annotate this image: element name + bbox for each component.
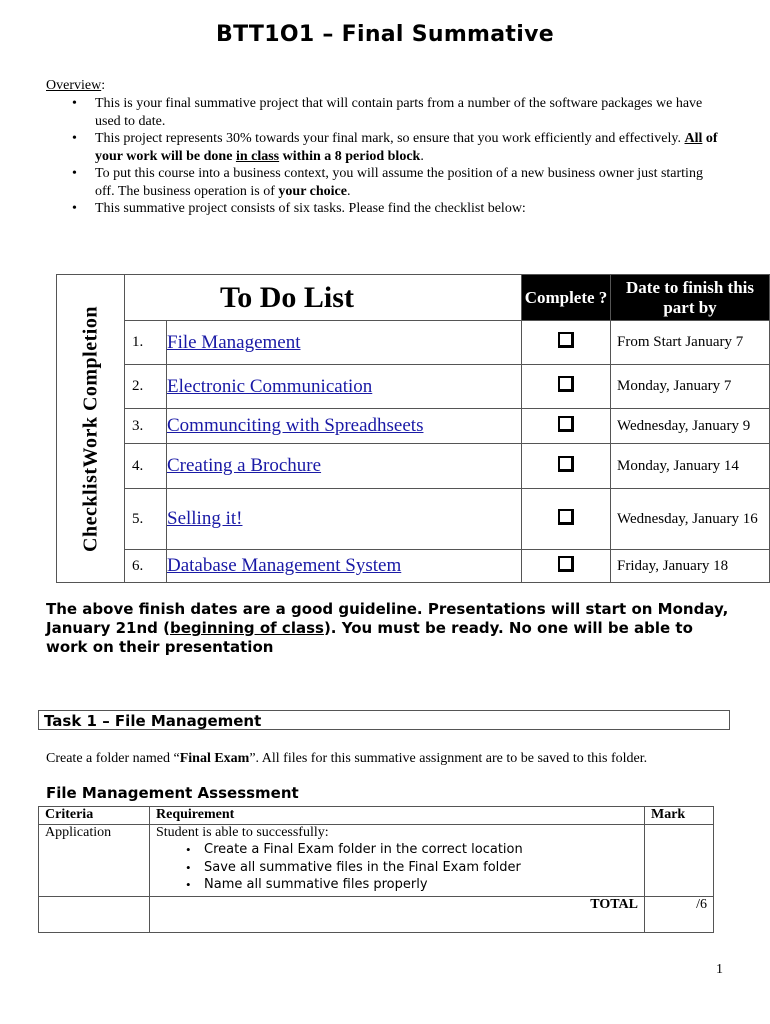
list-item-text: Name all summative files properly xyxy=(204,877,428,892)
task-link-cell xyxy=(167,321,522,365)
total-value: /6 xyxy=(645,897,714,933)
checkbox-cell xyxy=(522,321,611,365)
task-link[interactable]: Selling it! xyxy=(167,508,243,529)
overview-item: • This is your final summative project that will contain parts from a number of the software packages we have used to date. xyxy=(72,96,703,129)
task1-heading: Task 1 – File Management xyxy=(38,710,730,730)
checkbox-icon[interactable] xyxy=(558,332,574,348)
requirement-cell xyxy=(150,825,645,897)
due-date: Wednesday, January 9 xyxy=(611,409,770,444)
list-item-text: Save all summative files in the Final Exam folder xyxy=(204,859,521,875)
checkbox-cell xyxy=(522,444,611,489)
task-link-cell xyxy=(167,489,522,550)
overview-item-text: This summative project consists of six tasks. Please find the checklist below: xyxy=(95,201,526,216)
table-row xyxy=(57,365,770,409)
requirement-header: Requirement xyxy=(150,807,645,825)
criteria-header: Criteria xyxy=(39,807,150,825)
due-date: Friday, January 18 xyxy=(611,550,770,583)
side-label: ChecklistWork Completion xyxy=(79,305,101,552)
notice-underlined: beginning of class xyxy=(169,619,324,637)
checkbox-icon[interactable] xyxy=(558,416,574,432)
list-item: • Name all summative files properly xyxy=(186,877,428,892)
col-complete-header: Complete ? xyxy=(522,275,611,321)
list-item: • Save all summative files in the Final Exam folder xyxy=(186,859,521,875)
assessment-title: File Management Assessment xyxy=(46,784,299,802)
row-number: 3. xyxy=(125,409,167,444)
overview-item-text: This project represents 30% towards your final mark, so ensure that you work efficiently and effectively. xyxy=(95,131,682,146)
task-link-cell xyxy=(167,409,522,444)
checkbox-icon[interactable] xyxy=(558,456,574,472)
row-number: 1. xyxy=(125,321,167,365)
due-date: Monday, January 14 xyxy=(611,444,770,489)
overview-label xyxy=(46,78,105,94)
task-link[interactable]: Creating a Brochure xyxy=(167,455,322,476)
folder-name: Final Exam xyxy=(179,751,250,766)
due-date: Monday, January 7 xyxy=(611,365,770,409)
emphasis-in-class: in class xyxy=(235,148,280,164)
mark-header: Mark xyxy=(645,807,714,825)
task-link[interactable]: Electronic Communication xyxy=(167,375,373,397)
overview-item: • To put this course into a business context, you will assume the position of a new business owner just starting off. The business operation is of your choice. xyxy=(72,166,703,199)
checkbox-cell xyxy=(522,550,611,583)
checkbox-icon[interactable] xyxy=(558,376,574,392)
todo-table xyxy=(56,274,770,583)
task-link[interactable]: Database Management System xyxy=(167,555,402,576)
todo-heading: To Do List xyxy=(125,275,522,321)
notice-text: The above finish dates are a good guideline. Presentations will start on Monday, January 21nd ( xyxy=(46,600,729,637)
requirement-intro: Student is able to successfully: xyxy=(156,825,329,840)
row-number: 6. xyxy=(125,550,167,583)
table-row xyxy=(57,444,770,489)
emphasis-text: of your work will be done xyxy=(95,131,718,164)
task1-instructions xyxy=(46,751,647,767)
deadline-notice xyxy=(46,600,736,657)
table-row xyxy=(39,897,714,933)
emphasis-choice: your choice xyxy=(278,183,347,199)
emphasis-text-2: within a 8 period block xyxy=(282,148,421,164)
task-link-cell xyxy=(167,365,522,409)
checkbox-cell xyxy=(522,489,611,550)
criteria-cell: Application xyxy=(39,825,150,897)
assessment-table xyxy=(38,806,714,933)
table-row xyxy=(57,321,770,365)
mark-cell xyxy=(645,825,714,897)
checkbox-icon[interactable] xyxy=(558,509,574,525)
table-row xyxy=(57,550,770,583)
list-item: • Create a Final Exam folder in the correct location xyxy=(186,842,523,857)
emphasis-all: All xyxy=(684,131,703,146)
total-label: TOTAL xyxy=(150,897,645,933)
checkbox-cell xyxy=(522,409,611,444)
empty-cell xyxy=(39,897,150,933)
table-row xyxy=(39,825,714,897)
task-link[interactable]: Communciting with Spreadhseets xyxy=(167,415,424,436)
task-link[interactable]: File Management xyxy=(167,331,301,353)
overview-list xyxy=(46,95,726,218)
page-title: BTT1O1 – Final Summative xyxy=(216,22,554,47)
requirement-list xyxy=(156,841,638,894)
table-row xyxy=(57,489,770,550)
overview-item: • This summative project consists of six tasks. Please find the checklist below: xyxy=(72,201,526,216)
checkbox-cell xyxy=(522,365,611,409)
overview-item: • This project represents 30% towards your final mark, so ensure that you work efficiently and effectively. All of your work will be done in class within a 8 period block. xyxy=(72,131,718,164)
checkbox-icon[interactable] xyxy=(558,556,574,572)
col-date-header: Date to finish this part by xyxy=(611,275,770,321)
row-number: 5. xyxy=(125,489,167,550)
overview-colon: : xyxy=(101,78,106,93)
task-link-cell xyxy=(167,444,522,489)
side-label-cell xyxy=(57,275,125,583)
instr-text-2: ”. All files for this summative assignment are to be saved to this folder. xyxy=(249,751,648,766)
task-link-cell xyxy=(167,550,522,583)
page-number: 1 xyxy=(716,962,723,977)
overview-item-text: To put this course into a business context, you will assume the position of a new business owner just starting off. The business operation is of xyxy=(95,166,703,199)
overview-heading: Overview xyxy=(46,78,102,93)
instr-text: Create a folder named “ xyxy=(46,751,180,766)
due-date: Wednesday, January 16 xyxy=(611,489,770,550)
row-number: 2. xyxy=(125,365,167,409)
overview-item-text: This is your final summative project that will contain parts from a number of the software packages we have used to date. xyxy=(95,96,703,129)
list-item-text: Create a Final Exam folder in the correct location xyxy=(204,842,523,857)
table-row xyxy=(57,409,770,444)
notice-text-2: ). You must be ready. No one will be able to work on their presentation xyxy=(46,619,693,656)
row-number: 4. xyxy=(125,444,167,489)
due-date: From Start January 7 xyxy=(611,321,770,365)
